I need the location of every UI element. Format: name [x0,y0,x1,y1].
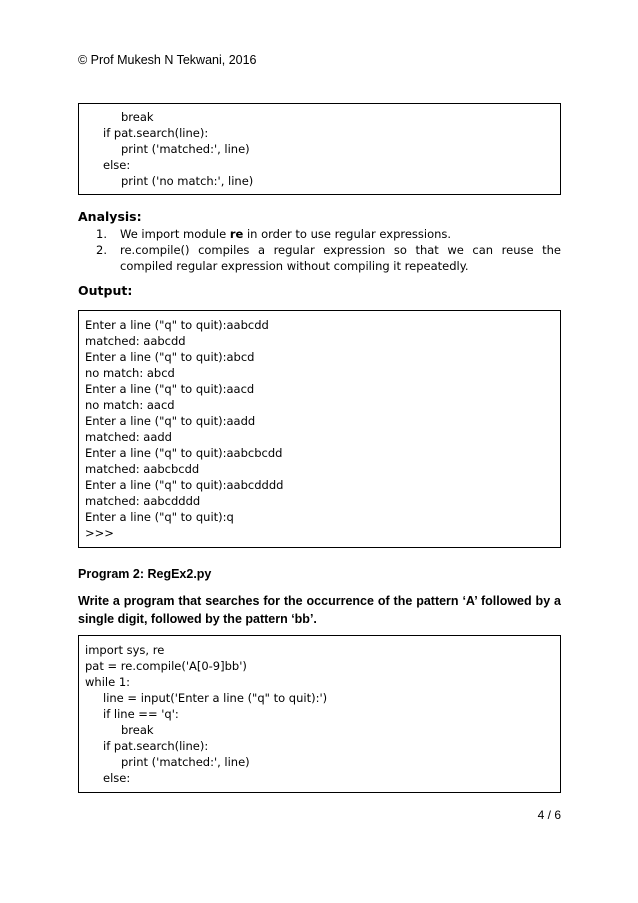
code-line: if pat.search(line): [103,739,209,753]
code-line: else: [103,771,131,785]
output-line: Enter a line ("q" to quit):q [85,510,234,524]
output-line: Enter a line ("q" to quit):aabcdd [85,318,269,332]
code-line: pat = re.compile('A[0-9]bb') [85,659,247,673]
code-block-continuation [78,103,561,195]
output-line: matched: aabcbcdd [85,462,200,476]
page-header: © Prof Mukesh N Tekwani, 2016 [78,53,257,67]
list-item [78,226,561,242]
list-text: re.compile() compiles a regular expression so that we can reuse the compiled regular expression without compiling it repeatedly. [120,243,561,273]
program-code-block [78,635,561,793]
output-line: no match: abcd [85,366,175,380]
program-description: Write a program that searches for the occurrence of the pattern ‘A’ followed by a single digit, followed by the pattern ‘bb’. [78,594,561,626]
list-text: We import module [120,227,230,241]
code-line: while 1: [85,675,131,689]
output-line: no match: aacd [85,398,175,412]
output-line: >>> [85,526,114,540]
code-line: print ('matched:', line) [121,755,250,769]
code-line: if line == 'q': [103,707,179,721]
code-line: break [121,110,154,124]
output-line: Enter a line ("q" to quit):abcd [85,350,255,364]
list-item [78,242,561,274]
output-line: Enter a line ("q" to quit):aacd [85,382,255,396]
module-name: re [229,227,244,241]
page-number: 4 / 6 [537,808,561,822]
code-line: line = input('Enter a line ("q" to quit):') [103,691,328,705]
code-line: print ('matched:', line) [121,142,250,156]
code-line: import sys, re [85,643,165,657]
output-line: matched: aabcdd [85,334,186,348]
list-number: 1. [96,227,107,241]
output-line: Enter a line ("q" to quit):aabcbcdd [85,446,283,460]
analysis-list [78,226,561,274]
output-block [78,310,561,548]
list-number: 2. [96,243,107,257]
output-line: Enter a line ("q" to quit):aadd [85,414,256,428]
list-text: in order to use regular expressions. [243,227,452,241]
output-line: matched: aadd [85,430,172,444]
code-line: break [121,723,154,737]
code-line: print ('no match:', line) [121,174,254,188]
output-line: matched: aabcdddd [85,494,201,508]
output-line: Enter a line ("q" to quit):aabcdddd [85,478,284,492]
output-heading: Output: [78,283,133,298]
code-line: if pat.search(line): [103,126,209,140]
program-title: Program 2: RegEx2.py [78,567,212,581]
analysis-heading: Analysis: [78,209,142,224]
code-line: else: [103,158,131,172]
